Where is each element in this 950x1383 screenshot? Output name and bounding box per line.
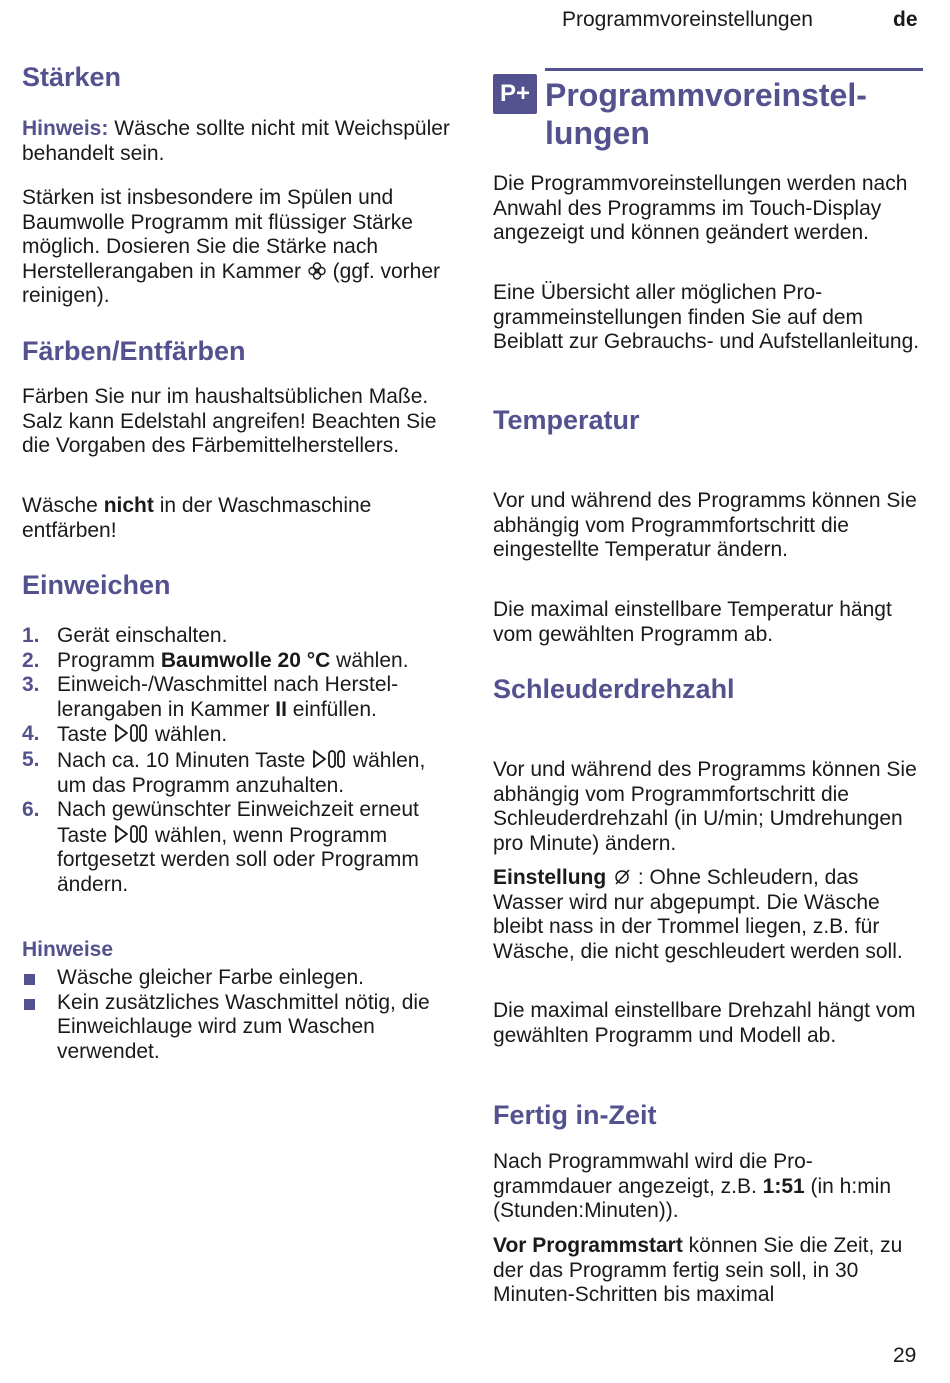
fertig-p2-bold: Vor Programmstart — [493, 1234, 683, 1257]
step-number: 6. — [22, 798, 40, 822]
faerben-p2-start: Wäsche — [22, 494, 104, 517]
step-text-end: wählen. — [330, 648, 409, 672]
no-spin-icon — [612, 867, 632, 887]
start-pause-icon — [113, 823, 149, 845]
paragraph-faerben-1: Färben Sie nur im haushaltsüblichen Maße. Salz kann Edelstahl angreifen! Beachten Sie die Vorgaben des Färbemittelherstellers. — [22, 385, 437, 458]
page-title: Programmvoreinstellungen — [545, 77, 867, 151]
step-text-end: wählen, um das Programm anzuhalten. — [57, 748, 426, 797]
fertig-p1-end: (in h:min (Stunden:Minuten)). — [493, 1174, 892, 1223]
step-3 — [22, 673, 452, 722]
duration-example: 1:51 — [762, 1174, 805, 1198]
faerben-p2-bold: nicht — [103, 494, 154, 517]
step-5 — [22, 748, 452, 798]
step-number: 1. — [22, 624, 40, 647]
hint-item-text: Kein zusätzliches Waschmittel nötig, die Einweichlauge wird zum Waschen verwendet. — [57, 990, 430, 1063]
language-code: de — [893, 8, 918, 31]
program-name: Baumwolle 20 °C — [160, 648, 331, 672]
paragraph-staerken — [22, 186, 452, 309]
chamber-label: II — [275, 697, 287, 721]
running-header-title: Programmvoreinstellungen — [562, 8, 813, 31]
hint-item — [22, 966, 452, 991]
step-text: Taste — [57, 723, 114, 747]
staerken-body-end: (ggf. vorher reinigen). — [22, 259, 441, 308]
paragraph-faerben-2 — [22, 494, 452, 543]
hint-label: Hinweis: — [22, 117, 109, 140]
heading-fertig-in-zeit: Fertig in-Zeit — [493, 1100, 657, 1130]
faerben-p2-end: in der Waschmaschine entfärben! — [22, 494, 372, 542]
hint-staerken — [22, 117, 452, 166]
paragraph-schleuder-1: Vor und während des Programms können Sie abhängig vom Programmfortschritt die Schleuderdrehzahl (in U/min; Umdrehungen pro Minute) ändern. — [493, 758, 917, 855]
heading-faerben: Färben/Entfärben — [22, 336, 246, 366]
step-number: 5. — [22, 747, 40, 771]
bullet-square-icon — [24, 999, 35, 1010]
paragraph-temperatur-2: Die maximal einstellbare Temperatur hängt vom gewählten Programm ab. — [493, 598, 892, 646]
setting-label: Einstellung — [493, 866, 607, 889]
paragraph-schleuder-3: Die maximal einstellbare Drehzahl hängt vom gewählten Programm und Modell ab. — [493, 999, 916, 1047]
hint-item-text: Wäsche gleicher Farbe einlegen. — [57, 966, 365, 989]
heading-staerken: Stärken — [22, 62, 122, 92]
step-text: Nach ca. 10 Minuten Taste — [57, 748, 312, 772]
paragraph-schleuder-2 — [493, 866, 923, 964]
hint-text: Wäsche sollte nicht mit Weichspüler behandelt sein. — [22, 117, 450, 165]
step-text-end: wählen, wenn Programm fortgesetzt werden soll oder Programm ändern. — [57, 823, 419, 896]
paragraph-fertig-1 — [493, 1150, 923, 1224]
start-pause-icon — [113, 722, 149, 744]
step-text: Gerät einschalten. — [57, 624, 228, 647]
step-2 — [22, 649, 452, 674]
step-number: 4. — [22, 722, 40, 746]
hints-list — [22, 966, 452, 1064]
setting-text: : Ohne Schleudern, das Wasser wird nur abgepumpt. Die Wäsche bleibt nass in der Trommel liegen, z.B. für Wäsche, die nicht geschleudert werden soll. — [493, 866, 903, 963]
step-4 — [22, 722, 452, 748]
title-rule — [545, 68, 923, 71]
paragraph-temperatur-1: Vor und während des Programms können Sie abhängig vom Programmfortschritt die eingestellte Temperatur ändern. — [493, 489, 917, 562]
step-text: Einweich-/Waschmittel nach Herstellerangaben in Kammer — [57, 673, 399, 721]
step-1 — [22, 624, 452, 649]
flower-softener-icon — [307, 261, 327, 281]
step-number: 3. — [22, 673, 40, 697]
step-text-end: wählen. — [149, 723, 228, 747]
page-number: 29 — [893, 1344, 917, 1367]
step-6 — [22, 798, 452, 897]
step-text: Nach gewünschter Einweichzeit erneut Taste — [57, 798, 419, 847]
hints-heading: Hinweise — [22, 938, 114, 961]
fertig-p1-start: Nach Programmwahl wird die Programmdauer angezeigt, z.B. — [493, 1150, 813, 1198]
start-pause-icon — [311, 748, 347, 770]
intro-paragraph-2: Eine Übersicht aller möglichen Programmeinstellungen finden Sie auf dem Beiblatt zur Gebrauchs- und Aufstellanleitung. — [493, 281, 920, 354]
einweichen-steps — [22, 624, 452, 898]
intro-paragraph-1: Die Programmvoreinstellungen werden nach Anwahl des Programms im Touch-Display angezeigt und können geändert werden. — [493, 172, 908, 245]
heading-temperatur: Temperatur — [493, 405, 640, 435]
heading-einweichen: Einweichen — [22, 570, 171, 600]
hint-item — [22, 991, 452, 1065]
fertig-p2-text: können Sie die Zeit, zu der das Programm fertig sein soll, in 30 Minuten-Schritten bis maximal — [493, 1234, 903, 1307]
heading-schleuderdrehzahl: Schleuderdrehzahl — [493, 674, 735, 704]
step-text-end: einfüllen. — [286, 697, 377, 721]
staerken-body: Stärken ist insbesondere im Spülen und Baumwolle Programm mit flüssiger Stärke möglich. Dosieren Sie die Stärke nach Herstellerangaben in Kammer — [22, 186, 413, 283]
program-settings-badge-icon: P+ — [493, 74, 537, 114]
step-number: 2. — [22, 648, 40, 672]
paragraph-fertig-2 — [493, 1234, 923, 1308]
step-text: Programm — [57, 648, 161, 672]
bullet-square-icon — [24, 974, 35, 985]
